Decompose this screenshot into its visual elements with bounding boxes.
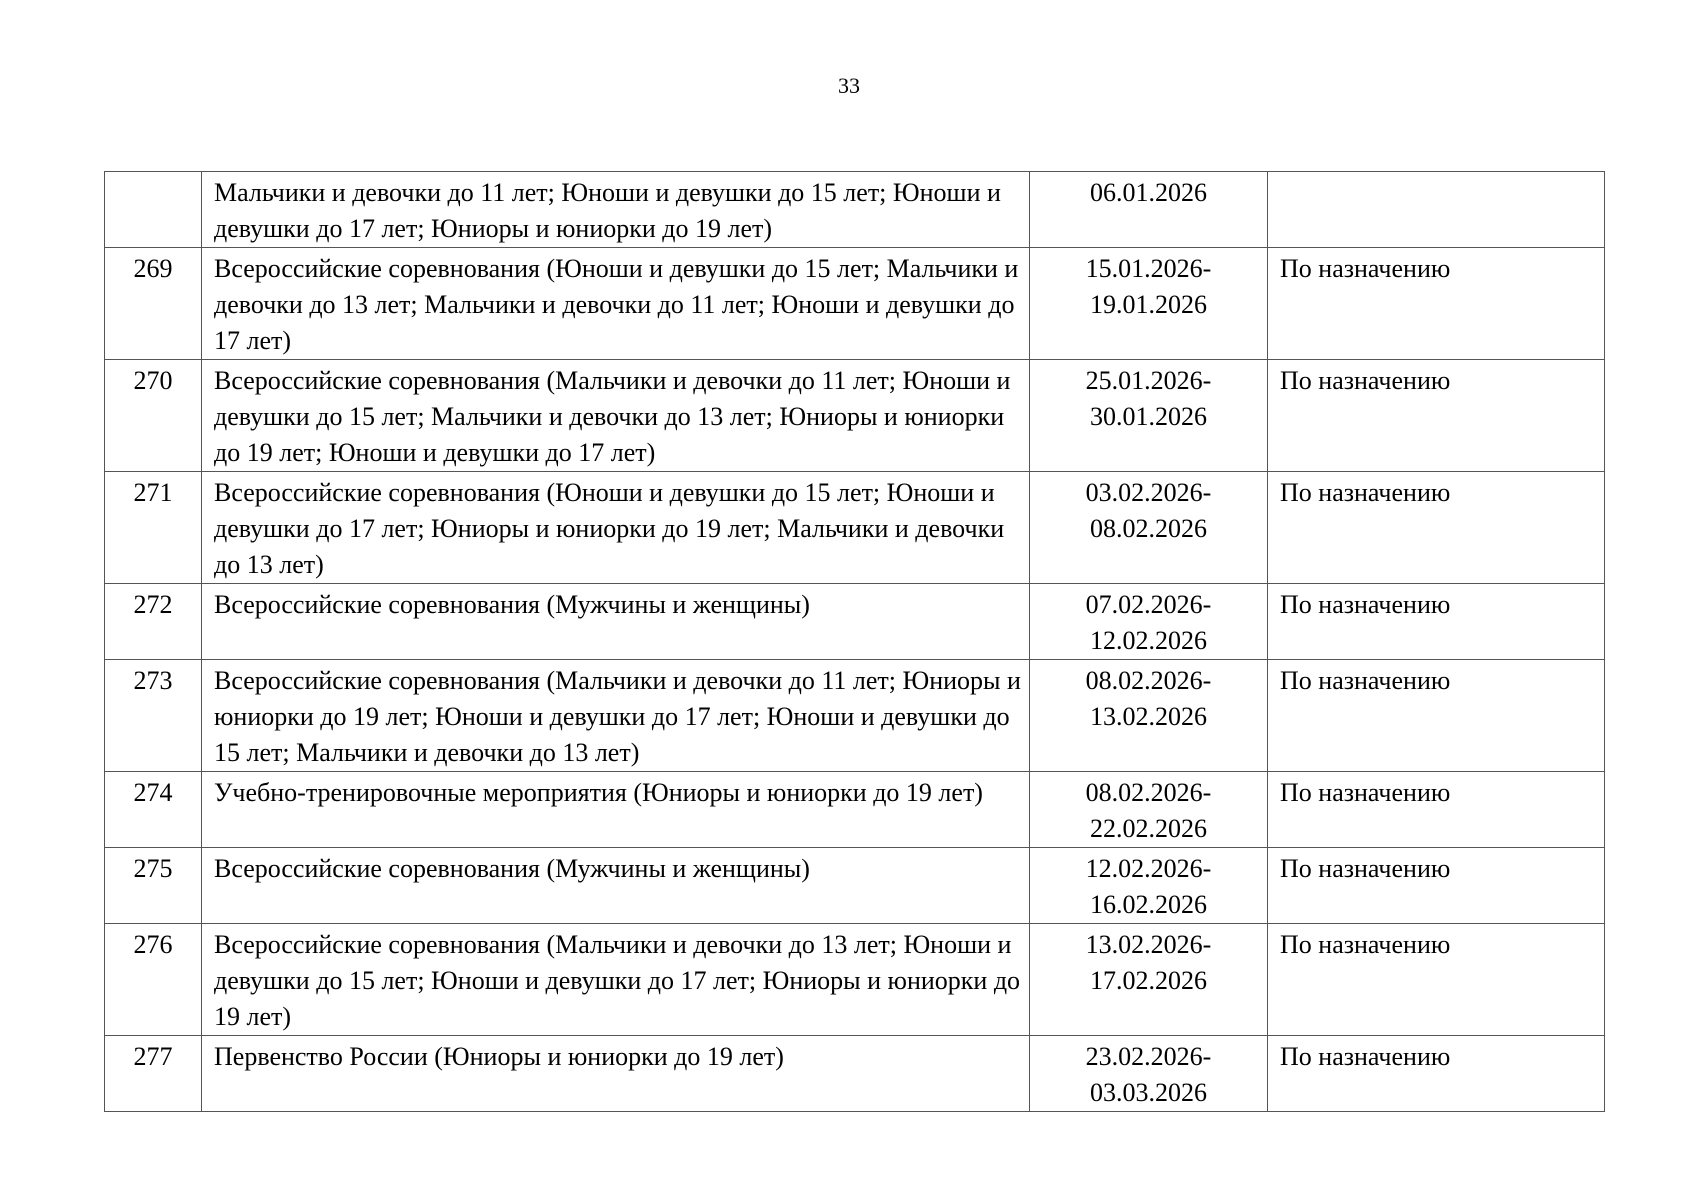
event-place: По назначению [1268,1036,1605,1112]
table-row [105,848,1605,924]
date-end: 19.01.2026 [1090,290,1207,319]
event-dates [1030,660,1268,772]
date-start: 13.02.2026- [1085,930,1212,959]
event-number: 271 [105,472,202,584]
event-dates [1030,848,1268,924]
event-dates [1030,924,1268,1036]
event-name: Всероссийские соревнования (Мужчины и женщины) [202,584,1030,660]
event-place: По назначению [1268,472,1605,584]
date-end: 30.01.2026 [1090,402,1207,431]
table-row [105,172,1605,248]
table-row [105,660,1605,772]
event-dates [1030,584,1268,660]
date-end: 03.03.2026 [1090,1078,1207,1107]
event-place: По назначению [1268,584,1605,660]
date-start: 03.02.2026- [1085,478,1212,507]
table-row [105,772,1605,848]
event-place [1268,172,1605,248]
event-place: По назначению [1268,772,1605,848]
event-number: 275 [105,848,202,924]
date-end: 17.02.2026 [1090,966,1207,995]
event-name: Всероссийские соревнования (Юноши и девушки до 15 лет; Юноши и девушки до 17 лет; Юниоры и юниорки до 19 лет; Мальчики и девочки до 13 лет) [202,472,1030,584]
date-start: 23.02.2026- [1085,1042,1212,1071]
table-row [105,584,1605,660]
event-name: Учебно-тренировочные мероприятия (Юниоры и юниорки до 19 лет) [202,772,1030,848]
date-end: 12.02.2026 [1090,626,1207,655]
date-start: 06.01.2026 [1090,178,1207,207]
event-name: Мальчики и девочки до 11 лет; Юноши и девушки до 15 лет; Юноши и девушки до 17 лет; Юниоры и юниорки до 19 лет) [202,172,1030,248]
event-dates [1030,248,1268,360]
event-place: По назначению [1268,248,1605,360]
date-start: 25.01.2026- [1085,366,1212,395]
table-row [105,472,1605,584]
event-name: Первенство России (Юниоры и юниорки до 19 лет) [202,1036,1030,1112]
event-place: По назначению [1268,660,1605,772]
event-number: 272 [105,584,202,660]
event-name: Всероссийские соревнования (Мужчины и женщины) [202,848,1030,924]
events-table [104,171,1605,1112]
event-dates [1030,772,1268,848]
table-row [105,924,1605,1036]
event-number: 276 [105,924,202,1036]
event-number: 273 [105,660,202,772]
date-start: 08.02.2026- [1085,666,1212,695]
event-dates [1030,172,1268,248]
event-place: По назначению [1268,924,1605,1036]
table-row [105,360,1605,472]
event-number: 269 [105,248,202,360]
event-number: 270 [105,360,202,472]
date-end: 08.02.2026 [1090,514,1207,543]
event-number: 274 [105,772,202,848]
event-name: Всероссийские соревнования (Юноши и девушки до 15 лет; Мальчики и девочки до 13 лет; Мальчики и девочки до 11 лет; Юноши и девушки до 17 лет) [202,248,1030,360]
date-start: 07.02.2026- [1085,590,1212,619]
date-end: 13.02.2026 [1090,702,1207,731]
event-dates [1030,1036,1268,1112]
event-name: Всероссийские соревнования (Мальчики и девочки до 13 лет; Юноши и девушки до 15 лет; Юноши и девушки до 17 лет; Юниоры и юниорки до 19 лет) [202,924,1030,1036]
event-dates [1030,472,1268,584]
event-number [105,172,202,248]
date-end: 22.02.2026 [1090,814,1207,843]
event-name: Всероссийские соревнования (Мальчики и девочки до 11 лет; Юноши и девушки до 15 лет; Мальчики и девочки до 13 лет; Юниоры и юниорки до 19 лет; Юноши и девушки до 17 лет) [202,360,1030,472]
table-row [105,1036,1605,1112]
date-start: 08.02.2026- [1085,778,1212,807]
event-name: Всероссийские соревнования (Мальчики и девочки до 11 лет; Юниоры и юниорки до 19 лет; Юноши и девушки до 17 лет; Юноши и девушки до 15 лет; Мальчики и девочки до 13 лет) [202,660,1030,772]
event-place: По назначению [1268,848,1605,924]
date-start: 15.01.2026- [1085,254,1212,283]
date-end: 16.02.2026 [1090,890,1207,919]
page-number: 33 [838,73,860,98]
event-dates [1030,360,1268,472]
event-number: 277 [105,1036,202,1112]
table-row [105,248,1605,360]
event-place: По назначению [1268,360,1605,472]
date-start: 12.02.2026- [1085,854,1212,883]
